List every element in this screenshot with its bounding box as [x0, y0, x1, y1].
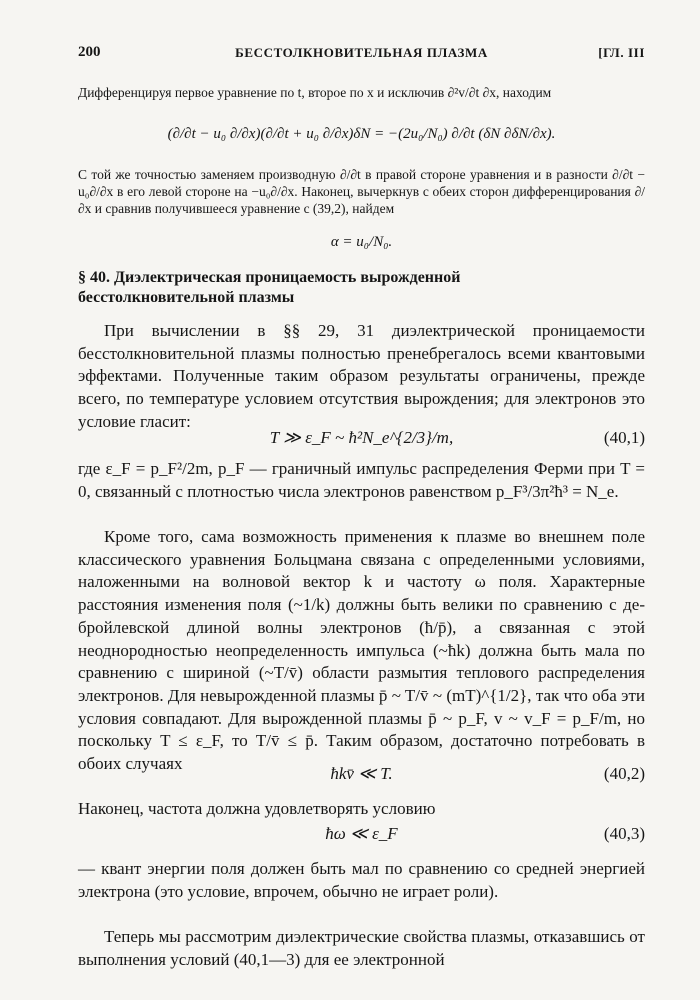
body-paragraph-5 [78, 858, 645, 903]
section-heading [78, 268, 645, 308]
page-number: 200 [78, 44, 101, 60]
body-paragraph-2 [78, 458, 645, 503]
paragraph-2 [78, 166, 645, 217]
page-header [78, 44, 645, 64]
formula-40-1: T ≫ ε_F ~ ħ²N_e^{2/3}/m, [269, 428, 454, 447]
section-title-line-1: § 40. Диэлектрическая проницаемость вырожденной [78, 269, 461, 286]
body-paragraph-3 [78, 526, 645, 776]
formula-40-2: ħkv̄ ≪ T. [330, 764, 393, 783]
body-paragraph-6 [78, 926, 645, 971]
paragraph-text: где ε_F = p_F²/2m, p_F — граничный импульс распределения Ферми при T = 0, связанный с плотностью числа электронов равенством p_F³/3π²ħ³ = N_e. [78, 459, 645, 501]
paragraph-text: Теперь мы рассмотрим диэлектрические свойства плазмы, отказавшись от выполнения условий (40,1—3) для ее электронной [78, 927, 645, 969]
paragraph-text: Наконец, частота должна удовлетворять условию [78, 799, 436, 818]
intro-text: Дифференцируя первое уравнение по t, второе по x и исключив ∂²v/∂t ∂x, находим [78, 85, 552, 100]
body-paragraph-1 [78, 320, 645, 434]
chapter-label: [ГЛ. III [598, 45, 645, 60]
paragraph-text: Кроме того, сама возможность применения к плазме во внешнем поле классического уравнения Больцмана связана с определенными условиями, наложенными на волновой вектор k и частоту ω поля. Характерные расстояния изменения поля (~1/k) должны быть велики по сравнению с де-бройлевской длиной волны электронов (ħ/p̄), а связанная с этой неоднородностью неопределенность импульса (~ħk) должна быть мала по сравнению с шириной (~T/v̄) области размытия теплового распределения электронов. Для невырожденной плазмы p̄ ~ T/v̄ ~ (mT)^{1/2}, так что оба эти условия совпадают. Для вырожденной плазмы p̄ ~ p_F, v ~ v_F = p_F/m, но поскольку T ≤ ε_F, то T/v̄ ≤ p̄. Таким образом, достаточно потребовать в обоих случаях [78, 527, 645, 774]
body-paragraph-4 [78, 798, 645, 821]
equation-alpha: α = u₀/N₀. [330, 234, 393, 250]
running-title: БЕССТОЛКНОВИТЕЛЬНАЯ ПЛАЗМА [235, 45, 488, 60]
equation-number: (40,3) [603, 824, 645, 843]
equation-40-1 [78, 428, 645, 454]
equation-1: (∂/∂t − u₀ ∂/∂x)(∂/∂t + u₀ ∂/∂x)δN = −(2u₀/N₀) ∂/∂t (δN ∂δN/∂x). [167, 126, 556, 142]
intro-paragraph [78, 84, 645, 101]
section-title-line-2: бесстолкновительной плазмы [78, 289, 295, 306]
equation-40-2 [78, 764, 645, 790]
formula-40-3: ħω ≪ ε_F [325, 824, 398, 843]
equation-number: (40,1) [603, 428, 645, 447]
paragraph-text: При вычислении в §§ 29, 31 диэлектрической проницаемости бесстолкновительной плазмы полностью пренебрегалось всеми квантовыми эффектами. Полученные таким образом результаты ограничены, прежде всего, по температуре условием отсутствия вырождения; для электронов это условие гласит: [78, 321, 645, 431]
paragraph-text: — квант энергии поля должен быть мал по сравнению со средней энергией электрона (это условие, впрочем, обычно не играет роли). [78, 859, 645, 901]
paragraph-2-text: С той же точностью заменяем производную ∂/∂t в правой стороне уравнения и в разности ∂/∂t − u₀∂/∂x в его левой стороне на −u₀∂/∂x. Наконец, вычеркнув с обеих сторон дифференцирования ∂/∂x и сравнив получившееся уравнение с (39,2), найдем [78, 167, 645, 216]
equation-40-3 [78, 824, 645, 850]
equation-number: (40,2) [603, 764, 645, 783]
